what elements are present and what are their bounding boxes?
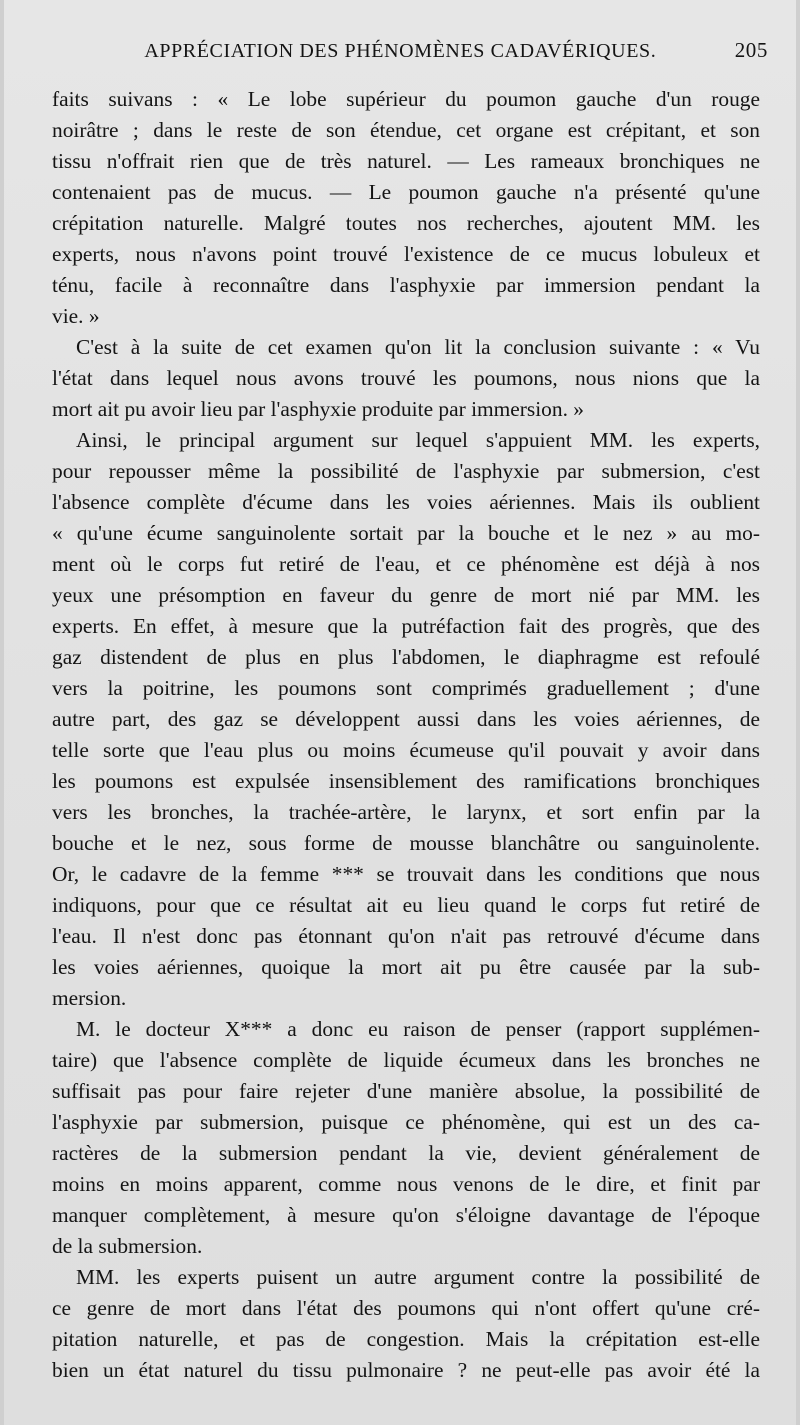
text-line: autre part, des gaz se développent aussi dans les voies aériennes, de: [52, 707, 760, 731]
text-line: manquer complètement, à mesure qu'on s'éloigne davantage de l'époque: [52, 1203, 760, 1227]
text-line: taire) que l'absence complète de liquide écumeux dans les bronches ne: [52, 1048, 760, 1072]
text-line: vie. »: [52, 304, 100, 328]
text-line: l'eau. Il n'est donc pas étonnant qu'on n'ait pas retrouvé d'écume dans: [52, 924, 760, 948]
text-line: bouche et le nez, sous forme de mousse blanchâtre ou sanguinolente.: [52, 831, 760, 855]
text-line: indiquons, pour que ce résultat ait eu lieu quand le corps fut retiré de: [52, 893, 760, 917]
text-line: Ainsi, le principal argument sur lequel s'appuient MM. les experts,: [76, 428, 760, 452]
text-line: l'absence complète d'écume dans les voies aériennes. Mais ils oublient: [52, 490, 760, 514]
text-line: faits suivans : « Le lobe supérieur du poumon gauche d'un rouge: [52, 87, 760, 111]
body-text: [52, 84, 760, 1386]
running-title: APPRÉCIATION DES PHÉNOMÈNES CADAVÉRIQUES.: [144, 40, 657, 62]
text-line: ce genre de mort dans l'état des poumons qui n'ont offert qu'une cré-: [52, 1296, 760, 1320]
text-line: tissu n'offrait rien que de très naturel. — Les rameaux bronchiques ne: [52, 149, 760, 173]
text-line: vers la poitrine, les poumons sont comprimés graduellement ; d'une: [52, 676, 760, 700]
text-line: MM. les experts puisent un autre argument contre la possibilité de: [76, 1265, 760, 1289]
text-line: ractères de la submersion pendant la vie, devient généralement de: [52, 1141, 760, 1165]
text-line: mersion.: [52, 986, 127, 1010]
text-line: les poumons est expulsée insensiblement des ramifications bronchiques: [52, 769, 760, 793]
text-line: ment où le corps fut retiré de l'eau, et ce phénomène est déjà à nos: [52, 552, 760, 576]
text-line: noirâtre ; dans le reste de son étendue, cet organe est crépitant, et son: [52, 118, 760, 142]
text-line: experts, nous n'avons point trouvé l'existence de ce mucus lobuleux et: [52, 242, 760, 266]
text-line: l'asphyxie par submersion, puisque ce phénomène, qui est un des ca-: [52, 1110, 760, 1134]
text-line: de la submersion.: [52, 1234, 203, 1258]
running-head: [44, 38, 768, 72]
text-line: les voies aériennes, quoique la mort ait pu être causée par la sub-: [52, 955, 760, 979]
text-line: M. le docteur X*** a donc eu raison de penser (rapport supplémen-: [76, 1017, 760, 1041]
text-line: l'état dans lequel nous avons trouvé les poumons, nous nions que la: [52, 366, 760, 390]
text-line: ténu, facile à reconnaître dans l'asphyxie par immersion pendant la: [52, 273, 760, 297]
text-line: C'est à la suite de cet examen qu'on lit la conclusion suivante : « Vu: [76, 335, 760, 359]
text-line: yeux une présomption en faveur du genre de mort nié par MM. les: [52, 583, 760, 607]
page-number: 205: [734, 38, 768, 62]
text-line: mort ait pu avoir lieu par l'asphyxie produite par immersion. »: [52, 397, 584, 421]
text-line: pour repousser même la possibilité de l'asphyxie par submersion, c'est: [52, 459, 760, 483]
text-line: vers les bronches, la trachée-artère, le larynx, et sort enfin par la: [52, 800, 760, 824]
text-line: contenaient pas de mucus. — Le poumon gauche n'a présenté qu'une: [52, 180, 760, 204]
text-line: suffisait pas pour faire rejeter d'une manière absolue, la possibilité de: [52, 1079, 760, 1103]
text-line: Or, le cadavre de la femme *** se trouvait dans les conditions que nous: [52, 862, 760, 886]
text-line: pitation naturelle, et pas de congestion. Mais la crépitation est-elle: [52, 1327, 760, 1351]
text-line: crépitation naturelle. Malgré toutes nos recherches, ajoutent MM. les: [52, 211, 760, 235]
text-line: gaz distendent de plus en plus l'abdomen, le diaphragme est refoulé: [52, 645, 760, 669]
text-line: « qu'une écume sanguinolente sortait par la bouche et le nez » au mo-: [52, 521, 760, 545]
text-line: telle sorte que l'eau plus ou moins écumeuse qu'il pouvait y avoir dans: [52, 738, 760, 762]
text-line: moins en moins apparent, comme nous venons de le dire, et finit par: [52, 1172, 760, 1196]
text-line: bien un état naturel du tissu pulmonaire ? ne peut-elle pas avoir été la: [52, 1358, 760, 1382]
text-line: experts. En effet, à mesure que la putréfaction fait des progrès, que des: [52, 614, 760, 638]
